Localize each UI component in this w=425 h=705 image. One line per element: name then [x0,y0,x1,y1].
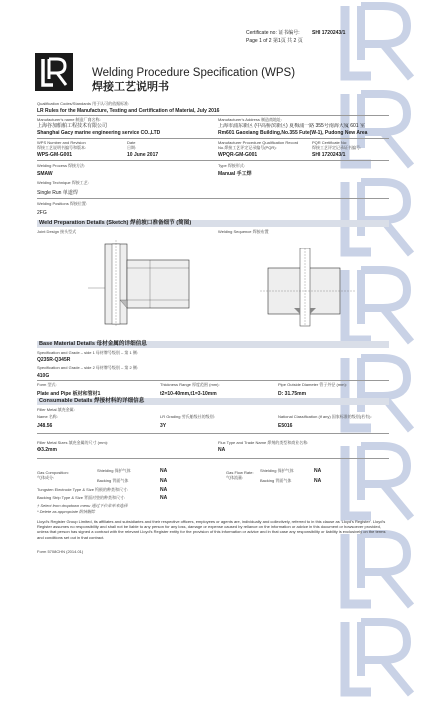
filler-name-label: Name 名称: [37,414,58,419]
tungsten-label: Tungsten Electrode Type & Size 钨极的种类和尺寸: [37,487,129,492]
divider [37,115,389,116]
lr-logo [35,53,73,91]
watermark-logo-icon [331,352,423,441]
note-dropdown: † Select from dropdown menu 通过下拉菜单来选择 [37,503,128,508]
lr-grading: 3Y [160,423,167,429]
divider [37,160,389,161]
spec2-label: Specification and Grade – side 2 母材牌号级别 – 第 2 侧: [37,365,138,370]
pqr-label: Manufacturer Procedure Qualification Record [218,140,299,145]
thickness-label: Thickness Range 厚度范围 (mm): [160,382,220,387]
form-value: Plate and Pipe 板材和管材1 [37,391,101,397]
pqr-number: WPQR-GM-G001 [218,152,258,158]
welding-type: Manual 手工焊 [218,171,252,177]
date-label-cn: 日期: [127,145,137,150]
welding-sequence-sketch [260,248,360,328]
watermark-logo-icon [331,616,423,705]
manufacturer-address-label: Manufacturer's Address 制造商地址: [218,117,283,122]
national-class-label: National Classification (if any) 国家标准的级别(若有): [278,414,372,419]
date-label: Date [127,140,136,145]
flux-label: Flux Type and Trade Name 焊剂的类型和商业名称: [218,440,309,445]
certificate-label: Certificate no: 证书编号: [246,30,300,36]
tungsten-value: NA [160,487,168,493]
page-title-cn: 焊接工艺说明书 [92,81,169,93]
page-title: Welding Procedure Specification (WPS) [92,67,296,79]
flow-backing-label: Backing 背面气体 [260,478,292,483]
filler-size: Φ3.2mm [37,447,57,453]
wps-number-label-cn: 焊接工艺说明书编号和版本: [37,145,87,150]
qualification-label: Qualification Codes/Standards 用于认可的依据标准: [37,101,130,106]
watermark-logo-icon [331,528,423,617]
gas-flow-label: Gas Flow Rate: [226,470,254,475]
backing-strip-value: NA [160,495,168,501]
gas-flow-label-cn: 气体流量: [226,475,244,480]
diameter-label: Pipe Outside Diameter 管子外径 (mm): [278,382,347,387]
disclaimer: Lloyd's Register Group Limited, its affiliates and subsidiaries and their respective officers, employees or agents are, individually and collectively, referred to in this clause as 'Lloyd's Register'. Lloyd's Register assumes no responsibility and shall not be liable to any person for any loss, damage or expense caused by reliance on the information or advice in this document or howsoever provided, unless that person has signed a contract with the relevant Lloyd's Register entity for the provision of this information or advice and in that case any responsibility or liability is exclusively on the terms and conditions set out in that contract. [37,519,386,540]
wps-number: WPS-GM-G001 [37,152,73,158]
pqr-cert-label: PQR Certificate No: [312,140,348,145]
form-label: Form 型式: [37,382,57,387]
thickness-value: t2=10-40mm,t1=3-10mm [160,391,217,397]
divider [37,380,389,381]
pqr-cert-number: SHI 1720243/1 [312,152,346,158]
consumable-section-header: Consumable Details 焊接材料的详细信息 [37,398,389,405]
welding-process: SMAW [37,171,53,177]
national-class: E5016 [278,423,293,429]
manufacturer-address-cn: 上海市浦东新区 (中高桥滨新区) 夏梅浦一路 355号南海大厦 601 室 [218,123,365,129]
pqr-label-cn: No.焊接工艺评定记录编号(PQR): [218,145,277,150]
watermark-strip [325,0,425,700]
divider [37,138,389,139]
pqr-cert-label-cn: 焊接工艺评定记录证书编号: [312,145,362,150]
divider [37,458,389,459]
joint-design-sketch [80,238,200,328]
welding-technique: Single Run 单道焊 [37,190,78,196]
page-indicator: Page 1 of 2 第1页 共 2 页 [246,38,303,44]
filler-size-label: Filler Metal Sizes 填充金属的尺寸 (mm): [37,440,109,445]
lr-grading-label: LR Grading 劳氏船级社的级别: [160,414,215,419]
note-delete: * Delete as appropriate 酌情删除 [37,509,96,514]
gas-backing-label: Backing 背面气体 [97,478,129,483]
filler-name: J48.56 [37,423,53,429]
welding-sequence-label: Welding Sequence 焊接布置 [218,229,269,234]
manufacturer-name-cn: 上海谷加船舶工程技术有限公司 [37,123,108,129]
gas-shielding: NA [160,468,168,474]
type-label: Type 焊接形式: [218,163,245,168]
joint-design-label: Joint Design 接头型式 [37,229,77,234]
watermark-logo-icon [331,0,423,89]
base-material-section-header: Base Material Details 母材金属的详细信息 [37,341,389,348]
certificate-number: SHI 1720243/1 [312,30,346,36]
technique-label: Welding Technique 焊接工艺: [37,180,89,185]
backing-strip-label: Backing Strip Type & Size 背面衬垫的种类和尺寸: [37,495,126,500]
form-number: Form 5708CHN (2014.01) [37,549,84,554]
manufacturer-address-en: Rm601 Gaoxiang Building,No.355 Fute(W-1), Pudong New Area [218,130,368,136]
welding-positions: 2FG [37,210,47,216]
gas-backing: NA [160,478,168,484]
flow-shielding: NA [314,468,322,474]
manufacturer-name-label: Manufacturer's name 制造厂商名称: [37,117,101,122]
wps-date: 10 June 2017 [127,152,159,158]
spec2-value: 410G [37,373,50,379]
qualification-value: LR Rules for the Manufacture, Testing and Certification of Material, July 2016 [37,108,220,114]
diameter-value: D: 31.75mm [278,391,307,397]
welding-process-label: Welding Process 焊接方法: [37,163,86,168]
positions-label: Welding Positions 焊接位置: [37,201,87,206]
gas-composition-label-cn: 气体成分: [37,475,55,480]
divider [37,433,389,434]
flux-value: NA [218,447,226,453]
wps-number-label: WPS Number and Revision [37,140,86,145]
flow-shielding-label: Shielding 保护气体 [260,468,294,473]
gas-composition-label: Gas Composition: [37,470,69,475]
spec1-label: Specification and Grade – side 1 母材牌号级别 – 第 1 侧: [37,350,138,355]
manufacturer-name-en: Shanghai Gacy marine engineering service CO.,LTD [37,130,161,136]
flow-backing: NA [314,478,322,484]
divider [37,198,389,199]
gas-shielding-label: Shielding 保护气体 [97,468,131,473]
watermark-logo-icon [331,440,423,529]
filler-metal-label: Filler Metal 填充金属: [37,407,75,412]
weld-prep-section-header: Weld Preparation Details (Sketch) 焊前坡口准备细节 (简图) [37,220,389,227]
spec1-value: Q235R-Q345R [37,357,71,363]
